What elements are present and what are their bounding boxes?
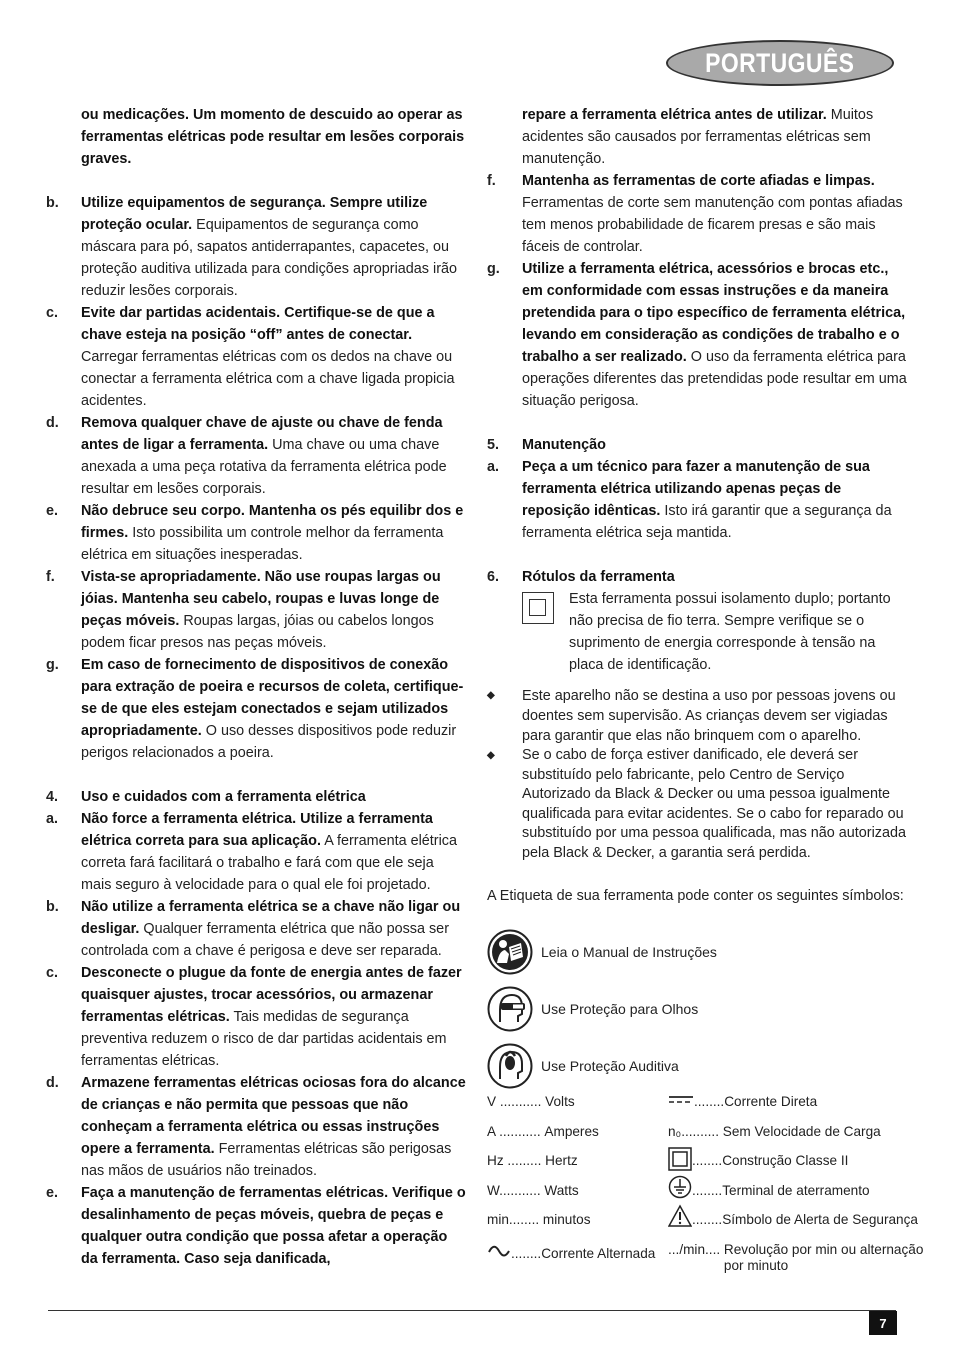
item-d: d. Remova qualquer chave de ajuste ou chave de fenda antes de ligar a ferramenta. Uma chave ou uma chave anexada a uma peça rotativa da ferramenta elétrica pode resultar em lesões corporais. [46,415,447,497]
symbol-eye-protection: Use Proteção para Olhos [487,980,907,1037]
intro-text: ou medicações. Um momento de descuido ao operar as ferramentas elétricas pode resultar em lesões corporais graves. [81,107,465,167]
symbol-read-manual: Leia o Manual de Instruções [487,923,907,980]
double-insulation-block [487,588,907,676]
legend-earth: ........ Terminal de aterramento [668,1183,924,1213]
continuation-paragraph: repare a ferramenta elétrica antes de utilizar. Muitos acidentes são causados por ferramentas elétricas sem manutenção. [522,107,874,167]
legend-left [487,1094,655,1271]
item-4a: a. Não force a ferramenta elétrica. Utilize a ferramenta elétrica correta para sua aplicação. A ferramenta elétrica correta fará facilitará o trabalho e fará com que ele seja mais seguro à velocidade para o qual ele foi projetado. [46,811,457,893]
bullet-1: ◆ Este aparelho não se destina a uso por pessoas jovens ou doentes sem supervisão. As crianças devem ser vigiadas para garantir que elas não brinquem com o aparelho. [487,688,896,744]
legend-minutes: min........ minutos [487,1212,591,1227]
language-badge [666,40,894,86]
class-ii-icon [668,1147,692,1171]
legend-volts: V ........... Volts [487,1094,575,1109]
class-ii-icon [522,592,554,624]
footer-rule [48,1310,896,1311]
direct-current-icon [668,1094,694,1106]
item-4e: e. Faça a manutenção de ferramentas elétricas. Verifique o desalinhamento de peças móveis, quebra de peças e qualquer outra condição que possa afetar a operação da ferramenta. Caso seja danificada, [46,1185,466,1267]
item-f: f. Vista-se apropriadamente. Não use roupas largas ou jóias. Mantenha seu cabelo, roupas e luvas longe de peças móveis. Roupas largas, jóias ou cabelos longos podem ficar presos nas peças móveis. [46,569,441,651]
bullet-2: ◆ Se o cabo de força estiver danificado, ele deverá ser substituído pelo fabricante, pelo Centro de Serviço Autorizado da Black & Decker ou uma pessoa igualmente qualificada para evitar acidentes. Se o cabo for reparado ou substituído por uma pessoa qualificada, mas não autorizada pela Black & Decker, a garantia será perdida. [487,747,906,861]
legend-no-load-speed: n₀.......... Sem Velocidade de Carga [668,1123,881,1139]
left-column [46,104,466,1270]
section-5-heading: 5. Manutenção [487,437,606,453]
warning-triangle-icon [668,1204,692,1228]
item-4b: b. Não utilize a ferramenta elétrica se a chave não ligar ou desligar. Qualquer ferramenta elétrica que não possa ser controlada com a chave é perigosa e deve ser reparada. [46,899,461,959]
item-4c: c. Desconecte o plugue da fonte de energia antes de fazer quaisquer ajustes, trocar acessórios, ou armazenar ferramentas elétricas. Tais medidas de segurança preventiva reduzem o risco de dar partidas acidentais em ferramentas elétricas. [46,965,462,1069]
right-column [487,104,907,1094]
symbol-ear-protection: Use Proteção Auditiva [487,1037,907,1094]
legend-dc: ........ Corrente Direta [668,1094,924,1124]
item-g-right: g. Utilize a ferramenta elétrica, acessórios e brocas etc., em conformidade com essas instruções e da maneira pretendida para o tipo específico de ferramenta elétrica, levando em consideração as condições de trabalho e o trabalho a ser realizado. O uso da ferramenta elétrica para operações diferentes das pretendidas pode resultar em uma situação perigosa. [487,261,907,409]
double-insulation-text: Esta ferramenta possui isolamento duplo; portanto não precisa de fio terra. Sempre verifique se o suprimento de energia corresponde à tensão na placa de identificação. [569,591,891,673]
legend-hertz: Hz ......... Hertz [487,1153,578,1168]
item-b: b. Utilize equipamentos de segurança. Sempre utilize proteção ocular. Equipamentos de segurança como máscara para pó, sapatos antiderrapantes, capacetes, ou proteção auditiva utilizada para condições apropriadas irão reduzir lesões corporais. [46,195,457,299]
legend-class-ii: ........ Construção Classe II [668,1153,924,1183]
eye-protection-icon [487,986,533,1032]
symbols-intro: A Etiqueta de sua ferramenta pode conter os seguintes símbolos: [487,888,904,904]
read-manual-icon [487,929,533,975]
section-6-heading: 6. Rótulos da ferramenta [487,569,675,585]
earth-terminal-icon [668,1175,692,1199]
item-f-right: f. Mantenha as ferramentas de corte afiadas e limpas. Ferramentas de corte sem manutenção com pontas afiadas tem menos probabilidade de ficarem presas e são mais fáceis de controlar. [487,173,903,255]
item-c: c. Evite dar partidas acidentais. Certifique-se de que a chave esteja na posição “off” antes de conectar. Carregar ferramentas elétricas com os dedos na chave ou conectar a ferramenta elétrica com a chave ligada propicia acidentes. [46,305,455,409]
diamond-icon: ◆ [487,690,495,701]
section-4-heading: 4. Uso e cuidados com a ferramenta elétrica [46,789,366,805]
alternating-current-icon [487,1242,511,1260]
legend-warning: ........ Símbolo de Alerta de Segurança [668,1212,924,1242]
item-5a: a. Peça a um técnico para fazer a manutenção de sua ferramenta elétrica utilizando apenas peças de reposição idênticas. Isto irá garantir que a segurança da ferramenta elétrica seja mantida. [487,459,892,541]
item-4d: d. Armazene ferramentas elétricas ociosas fora do alcance de crianças e não permita que pessoas que não conheçam a ferramenta elétrica ou essas instruções opere a ferramenta. Ferramentas elétricas são perigosas nas mãos de usuários não treinados. [46,1075,466,1179]
legend-rpm: .../min.... Revolução por min ou alternação por minuto [668,1241,924,1273]
page-number: 7 [869,1311,897,1335]
diamond-icon: ◆ [487,750,495,761]
ear-protection-icon [487,1043,533,1089]
item-e: e. Não debruce seu corpo. Mantenha os pés equilibr dos e firmes. Isto possibilita um controle melhor da ferramenta elétrica em situações inesperadas. [46,503,464,563]
intro-paragraph [46,104,466,170]
legend-ac: ........ Corrente Alternada [487,1242,655,1272]
legend-right [668,1094,924,1271]
language-label: PORTUGUÊS [705,47,855,78]
legend-amperes: A ........... Amperes [487,1123,599,1139]
item-g: g. Em caso de fornecimento de dispositivos de conexão para extração de poeira e recursos de coleta, certifique-se de que eles estejam conectados e sejam utilizados apropriadamente. O uso desses dispositivos pode reduzir perigos relacionados a poeira. [46,657,464,761]
legend-watts: W........... Watts [487,1182,579,1198]
